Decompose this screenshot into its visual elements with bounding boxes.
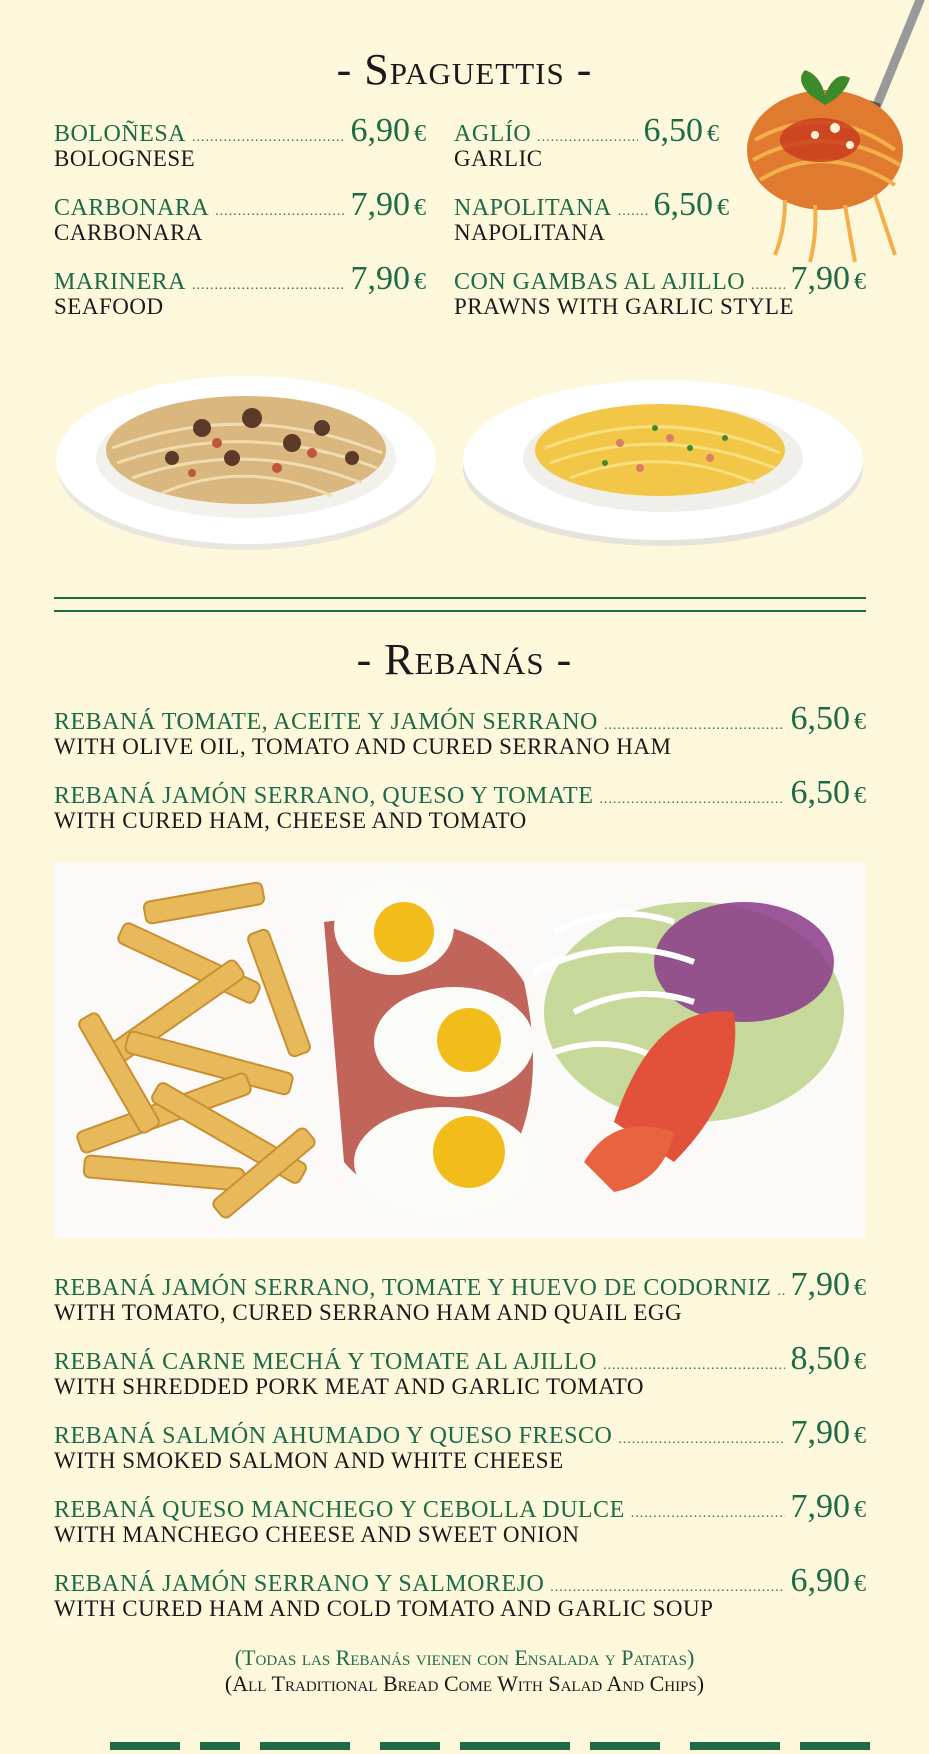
menu-item-rebana-manchego (54, 1488, 866, 1548)
leader-dots (192, 130, 344, 146)
item-name-es: REBANÁ TOMATE, ACEITE Y JAMÓN SERRANO (54, 709, 598, 735)
leader-dots (777, 1284, 784, 1300)
fork-pasta-image (725, 0, 929, 270)
menu-item-rebana-huevo-codorniz (54, 1266, 866, 1326)
item-name-es: REBANÁ CARNE MECHÁ Y TOMATE AL AJILLO (54, 1349, 597, 1375)
item-price: 6,90 € (790, 1562, 866, 1599)
item-name-es: REBANÁ JAMÓN SERRANO Y SALMOREJO (54, 1571, 545, 1597)
leader-dots (215, 204, 344, 220)
item-name-en: WITH MANCHEGO CHEESE AND SWEET ONION (54, 1522, 580, 1547)
item-name-en: GARLIC (454, 146, 543, 171)
item-name-es: BOLOÑESA (54, 121, 187, 147)
item-price: 7,90 € (790, 1266, 866, 1303)
section-divider-bottom (54, 610, 866, 612)
spaguettis-title: - Spaguettis - (336, 45, 593, 94)
rebanas-note-es: (Todas las Rebanás vienen con Ensalada y Patatas) (234, 1645, 695, 1670)
item-name-es: CON GAMBAS AL AJILLO (454, 269, 746, 295)
leader-dots (537, 130, 637, 146)
menu-item-rebana-carne-mecha (54, 1340, 866, 1400)
item-price: 7,90 € (350, 186, 426, 223)
item-price: 6,50 € (790, 700, 866, 737)
item-name-en: WITH SHREDDED PORK MEAT AND GARLIC TOMATO (54, 1374, 644, 1399)
item-name-en: CARBONARA (54, 220, 203, 245)
item-price: 7,90 € (350, 260, 426, 297)
item-name-en: PRAWNS WITH GARLIC STYLE (454, 294, 795, 319)
item-name-en: WITH SMOKED SALMON AND WHITE CHEESE (54, 1448, 564, 1473)
menu-item-gambas-ajillo (454, 260, 866, 320)
rebanas-note-en: (All Traditional Bread Come With Salad And Chips) (224, 1671, 705, 1696)
menu-item-rebana-jamon-queso (54, 774, 866, 834)
item-name-en: WITH CURED HAM, CHEESE AND TOMATO (54, 808, 527, 833)
next-section-heading-cutoff (110, 1736, 870, 1750)
carbonara-pasta-plate-image (460, 368, 866, 553)
leader-dots (751, 278, 784, 294)
item-price: 8,50 € (790, 1340, 866, 1377)
item-price: 6,50 € (653, 186, 729, 223)
item-name-en: BOLOGNESE (54, 146, 196, 171)
item-name-en: NAPOLITANA (454, 220, 606, 245)
leader-dots (618, 1432, 784, 1448)
menu-item-carbonara (54, 186, 426, 246)
menu-item-rebana-salmorejo (54, 1562, 866, 1622)
item-price: 7,90 € (790, 1488, 866, 1525)
leader-dots (603, 1358, 785, 1374)
rebanas-title: - Rebanás - (356, 635, 573, 684)
item-name-es: REBANÁ SALMÓN AHUMADO Y QUESO FRESCO (54, 1423, 613, 1449)
item-name-es: REBANÁ JAMÓN SERRANO, TOMATE Y HUEVO DE CODORNIZ (54, 1275, 772, 1301)
eggs-fries-salad-image (54, 862, 866, 1238)
item-name-es: NAPOLITANA (454, 195, 612, 221)
leader-dots (599, 792, 784, 808)
menu-item-rebana-salmon (54, 1414, 866, 1474)
menu-item-napolitana (454, 186, 729, 246)
item-name-es: CARBONARA (54, 195, 210, 221)
leader-dots (550, 1580, 784, 1596)
item-price: 7,90 € (790, 1414, 866, 1451)
item-name-es: REBANÁ QUESO MANCHEGO Y CEBOLLA DULCE (54, 1497, 625, 1523)
item-price: 7,90 € (790, 260, 866, 297)
item-name-es: REBANÁ JAMÓN SERRANO, QUESO Y TOMATE (54, 783, 594, 809)
section-divider-top (54, 597, 866, 599)
leader-dots (192, 278, 344, 294)
item-name-en: SEAFOOD (54, 294, 164, 319)
item-name-es: AGLÍO (454, 121, 532, 147)
seafood-pasta-plate-image (52, 358, 440, 558)
item-name-es: MARINERA (54, 269, 187, 295)
menu-item-marinera (54, 260, 426, 320)
item-name-en: WITH OLIVE OIL, TOMATO AND CURED SERRANO HAM (54, 734, 672, 759)
item-price: 6,50 € (790, 774, 866, 811)
item-price: 6,90 € (350, 112, 426, 149)
menu-item-bolonesa (54, 112, 426, 172)
menu-item-aglio (454, 112, 719, 172)
item-price: 6,50 € (643, 112, 719, 149)
menu-item-rebana-tomate-aceite (54, 700, 866, 760)
leader-dots (631, 1506, 785, 1522)
leader-dots (604, 718, 785, 734)
item-name-en: WITH TOMATO, CURED SERRANO HAM AND QUAIL EGG (54, 1300, 683, 1325)
leader-dots (618, 204, 648, 220)
item-name-en: WITH CURED HAM AND COLD TOMATO AND GARLIC SOUP (54, 1596, 714, 1621)
